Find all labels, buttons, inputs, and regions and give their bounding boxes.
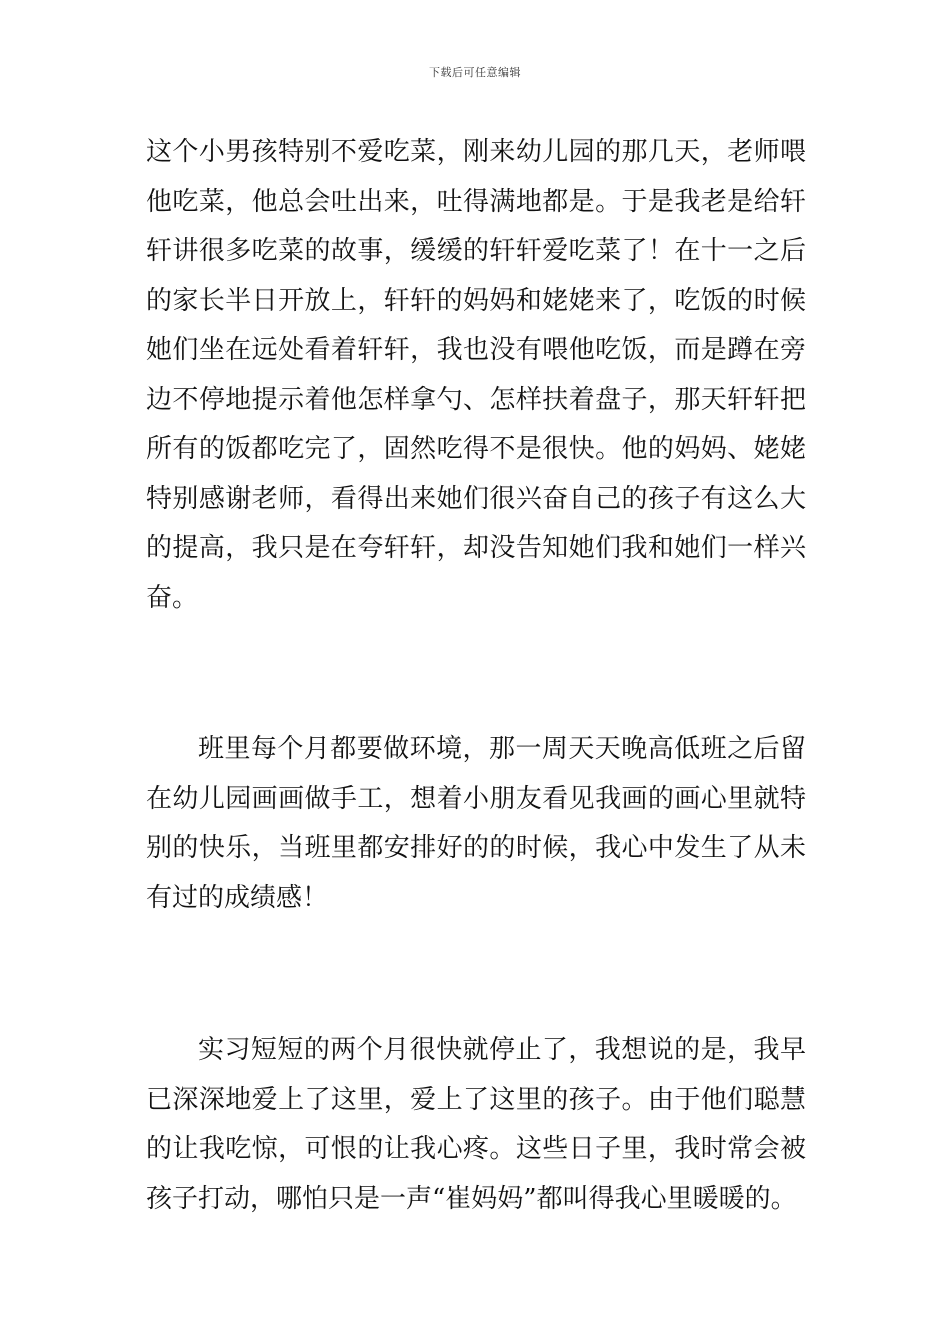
paragraph-text: 这个小男孩特别不爱吃菜，刚来幼儿园的那几天，老师喂他吃菜，他总会吐出来，吐得满地都是。于是我老是给轩轩讲很多吃菜的故事，缓缓的轩轩爱吃菜了！在十一之后的家长半日开放上，轩轩的妈妈和姥姥来了，吃饭的时候她们坐在远处看着轩轩，我也没有喂他吃饭，而是蹲在旁边不停地提示着他怎样拿勺、怎样扶着盘子，那天轩轩把所有的饭都吃完了，固然吃得不是很快。他的妈妈、姥姥特别感谢老师，看得出来她们很兴奋自己的孩子有这么大的提高，我只是在夸轩轩，却没告知她们我和她们一样兴奋。 <box>146 137 806 613</box>
paragraph-1 <box>146 128 806 623</box>
paragraph-text: 班里每个月都要做环境，那一周天天晚高低班之后留在幼儿园画画做手工，想着小朋友看见我画的画心里就特别的快乐，当班里都安排好的的时候，我心中发生了从未有过的成绩感！ <box>146 734 806 913</box>
paragraph-text: 实习短短的两个月很快就停止了，我想说的是，我早已深深地爱上了这里，爱上了这里的孩子。由于他们聪慧的让我吃惊，可恨的让我心疼。这些日子里，我时常会被孩子打动，哪怕只是一声“崔妈妈”都叫得我心里暖暖的。 <box>146 1035 806 1214</box>
paragraph-3 <box>146 1026 806 1224</box>
page-header: 下载后可任意编辑 <box>429 66 521 79</box>
paragraph-2 <box>146 725 806 923</box>
